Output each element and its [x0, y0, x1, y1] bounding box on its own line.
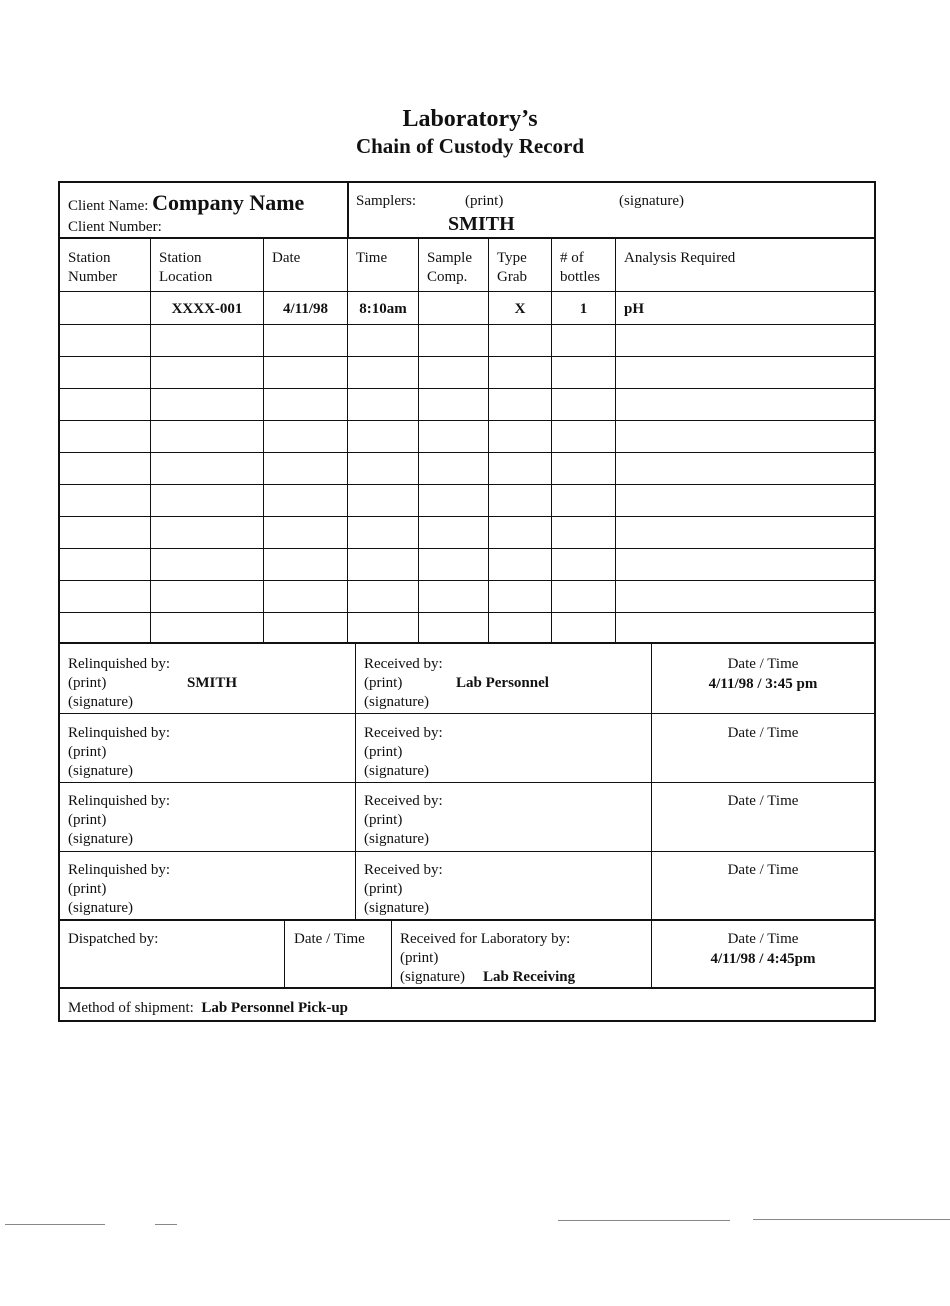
relinquished-block-3: Relinquished by: (print) (signature) — [68, 793, 171, 847]
row1-station-location: XXXX-001 — [171, 301, 243, 317]
method-of-shipment-value: Lab Personnel Pick-up — [201, 1000, 349, 1016]
samplers-signature-label: (signature) — [619, 193, 684, 209]
dispatch-date-time-label: Date / Time — [294, 931, 365, 947]
date-time-label-3: Date / Time — [727, 793, 799, 809]
scan-mark — [753, 1219, 950, 1220]
date-time-label-2: Date / Time — [727, 725, 799, 741]
samplers-print-value: SMITH — [448, 213, 515, 235]
header-analysis-required: Analysis Required — [624, 250, 736, 266]
received-print-value-1: Lab Personnel — [456, 675, 549, 691]
received-block-3: Received by: (print) (signature) — [364, 793, 443, 847]
date-time-value-1: 4/11/98 / 3:45 pm — [708, 676, 818, 692]
relinquished-block-4: Relinquished by: (print) (signature) — [68, 862, 171, 916]
dispatch-date-time-value: 4/11/98 / 4:45pm — [710, 951, 816, 967]
samplers-print-label: (print) — [465, 193, 504, 209]
client-name-field — [68, 190, 338, 216]
relinquished-block-2: Relinquished by: (print) (signature) — [68, 725, 171, 779]
samplers-label: Samplers: — [356, 193, 416, 209]
received-for-lab-block: Received for Laboratory by: (print) (signature) — [400, 931, 571, 985]
scan-mark — [558, 1220, 730, 1221]
relinquished-block-1: Relinquished by: (print) (signature) — [68, 656, 171, 710]
method-of-shipment — [68, 999, 348, 1018]
relinquished-print-value-1: SMITH — [187, 675, 238, 691]
header-sample-comp: Sample Comp. — [427, 250, 472, 285]
page-title-laboratory: Laboratory’s — [402, 106, 538, 132]
received-block-4: Received by: (print) (signature) — [364, 862, 443, 916]
row1-type-grab: X — [514, 301, 526, 317]
date-time-label-4: Date / Time — [727, 862, 799, 878]
client-name-value: Company Name — [152, 190, 305, 215]
header-station-location: Station Location — [159, 250, 213, 285]
page-title-chain-of-custody: Chain of Custody Record — [355, 134, 585, 158]
dispatched-by-label: Dispatched by: — [68, 931, 159, 947]
dispatch-date-time-label-2: Date / Time — [727, 931, 799, 947]
scan-mark — [5, 1224, 105, 1225]
header-station-number: Station Number — [68, 250, 118, 285]
client-number-label: Client Number: — [68, 219, 162, 235]
row1-time: 8:10am — [359, 301, 407, 317]
client-name-label: Client Name: — [68, 198, 149, 214]
method-of-shipment-label: Method of shipment: — [68, 1000, 194, 1016]
row1-analysis: pH — [624, 301, 645, 317]
header-type-grab: Type Grab — [497, 250, 527, 285]
received-for-lab-value: Lab Receiving — [483, 969, 576, 985]
header-time: Time — [356, 250, 388, 266]
row1-num-bottles: 1 — [579, 301, 588, 317]
header-num-bottles: # of bottles — [560, 250, 600, 285]
received-block-2: Received by: (print) (signature) — [364, 725, 443, 779]
received-block-1: Received by: (print) (signature) — [364, 656, 443, 710]
scan-mark — [155, 1224, 177, 1225]
date-time-label-1: Date / Time — [727, 656, 799, 672]
row1-date: 4/11/98 — [282, 301, 328, 317]
header-date: Date — [272, 250, 301, 266]
